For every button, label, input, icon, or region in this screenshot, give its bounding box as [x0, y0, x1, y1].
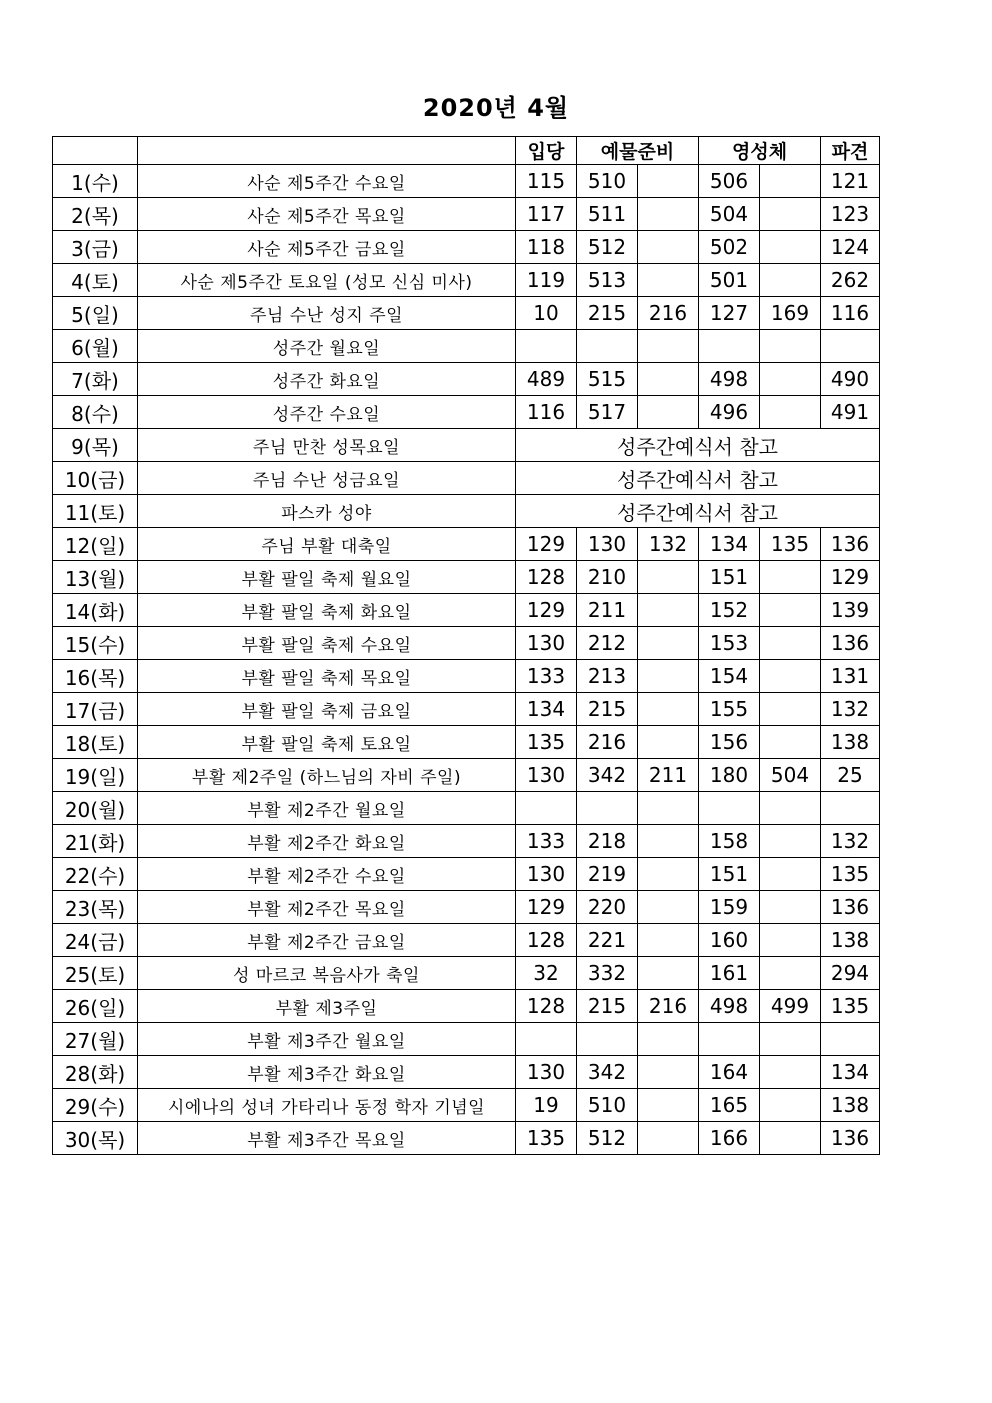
row-offertory-1: 342: [577, 1056, 638, 1089]
row-communion-1: [699, 330, 760, 363]
row-communion-2: [760, 924, 821, 957]
row-dismissal: [821, 792, 880, 825]
table-row: [53, 1122, 880, 1155]
row-entrance: [516, 1023, 577, 1056]
row-description: 부활 제3주간 목요일: [138, 1122, 516, 1155]
row-offertory-2: [638, 858, 699, 891]
row-date: 12(일): [53, 528, 138, 561]
row-offertory-2: [638, 1122, 699, 1155]
row-dismissal: 138: [821, 924, 880, 957]
row-date: 29(수): [53, 1089, 138, 1122]
row-offertory-2: [638, 165, 699, 198]
row-description: 부활 제2주간 월요일: [138, 792, 516, 825]
row-communion-1: 156: [699, 726, 760, 759]
row-entrance: [516, 330, 577, 363]
row-entrance: 128: [516, 990, 577, 1023]
row-note: 성주간예식서 참고: [516, 462, 880, 495]
row-description: 부활 제3주간 월요일: [138, 1023, 516, 1056]
row-date: 15(수): [53, 627, 138, 660]
row-description: 부활 팔일 축제 목요일: [138, 660, 516, 693]
row-description: 주님 부활 대축일: [138, 528, 516, 561]
row-communion-2: [760, 363, 821, 396]
row-offertory-2: [638, 1023, 699, 1056]
row-entrance: 117: [516, 198, 577, 231]
row-offertory-2: [638, 561, 699, 594]
row-note: 성주간예식서 참고: [516, 429, 880, 462]
header-date: [53, 137, 138, 165]
row-description: 부활 팔일 축제 금요일: [138, 693, 516, 726]
row-offertory-1: 130: [577, 528, 638, 561]
row-description: 사순 제5주간 수요일: [138, 165, 516, 198]
row-entrance: 130: [516, 1056, 577, 1089]
row-description: 부활 제2주일 (하느님의 자비 주일): [138, 759, 516, 792]
row-communion-2: [760, 957, 821, 990]
row-communion-1: 151: [699, 561, 760, 594]
row-offertory-1: 510: [577, 165, 638, 198]
row-communion-2: [760, 693, 821, 726]
row-description: 부활 제2주간 화요일: [138, 825, 516, 858]
row-communion-1: 502: [699, 231, 760, 264]
row-offertory-2: [638, 693, 699, 726]
row-communion-2: [760, 231, 821, 264]
row-date: 13(월): [53, 561, 138, 594]
row-date: 21(화): [53, 825, 138, 858]
row-offertory-2: [638, 363, 699, 396]
row-entrance: 128: [516, 561, 577, 594]
row-dismissal: 136: [821, 528, 880, 561]
row-date: 16(목): [53, 660, 138, 693]
row-entrance: 128: [516, 924, 577, 957]
row-offertory-1: 215: [577, 990, 638, 1023]
row-description: 성주간 화요일: [138, 363, 516, 396]
row-date: 4(토): [53, 264, 138, 297]
table-row: [53, 1023, 880, 1056]
row-date: 28(화): [53, 1056, 138, 1089]
row-entrance: 19: [516, 1089, 577, 1122]
row-offertory-2: [638, 627, 699, 660]
row-communion-2: 499: [760, 990, 821, 1023]
row-entrance: 135: [516, 726, 577, 759]
row-offertory-1: 215: [577, 297, 638, 330]
header-offertory: 예물준비: [577, 137, 699, 165]
row-communion-1: 496: [699, 396, 760, 429]
row-entrance: 115: [516, 165, 577, 198]
row-offertory-1: 513: [577, 264, 638, 297]
table-row: [53, 231, 880, 264]
row-entrance: 129: [516, 594, 577, 627]
row-date: 7(화): [53, 363, 138, 396]
row-communion-1: [699, 1023, 760, 1056]
row-communion-2: [760, 198, 821, 231]
row-entrance: 130: [516, 759, 577, 792]
row-offertory-1: 218: [577, 825, 638, 858]
row-date: 6(월): [53, 330, 138, 363]
row-date: 11(토): [53, 495, 138, 528]
row-communion-1: 154: [699, 660, 760, 693]
row-communion-2: 504: [760, 759, 821, 792]
row-communion-1: 501: [699, 264, 760, 297]
row-offertory-2: [638, 264, 699, 297]
row-entrance: 32: [516, 957, 577, 990]
row-dismissal: 490: [821, 363, 880, 396]
row-communion-2: [760, 1089, 821, 1122]
row-description: 사순 제5주간 금요일: [138, 231, 516, 264]
row-offertory-1: [577, 1023, 638, 1056]
table-row: [53, 594, 880, 627]
table-row: [53, 462, 880, 495]
row-offertory-2: [638, 594, 699, 627]
row-dismissal: 123: [821, 198, 880, 231]
table-row: [53, 429, 880, 462]
row-date: 17(금): [53, 693, 138, 726]
row-offertory-1: 216: [577, 726, 638, 759]
table-row: [53, 792, 880, 825]
row-offertory-2: [638, 396, 699, 429]
table-row: [53, 561, 880, 594]
row-offertory-2: [638, 198, 699, 231]
row-date: 20(월): [53, 792, 138, 825]
row-communion-1: 164: [699, 1056, 760, 1089]
row-dismissal: 25: [821, 759, 880, 792]
table-row: [53, 363, 880, 396]
row-communion-2: [760, 1023, 821, 1056]
row-description: 주님 수난 성지 주일: [138, 297, 516, 330]
table-row: [53, 627, 880, 660]
table-row: [53, 759, 880, 792]
row-offertory-1: 215: [577, 693, 638, 726]
page-title: 2020년 4월: [422, 94, 570, 122]
row-offertory-2: [638, 231, 699, 264]
row-dismissal: 129: [821, 561, 880, 594]
row-date: 2(목): [53, 198, 138, 231]
row-description: 사순 제5주간 목요일: [138, 198, 516, 231]
row-description: 부활 팔일 축제 수요일: [138, 627, 516, 660]
table-row: [53, 825, 880, 858]
row-dismissal: 124: [821, 231, 880, 264]
row-offertory-1: [577, 792, 638, 825]
row-communion-2: 135: [760, 528, 821, 561]
row-date: 24(금): [53, 924, 138, 957]
row-date: 19(일): [53, 759, 138, 792]
header-description: [138, 137, 516, 165]
row-dismissal: [821, 1023, 880, 1056]
row-offertory-1: 512: [577, 231, 638, 264]
row-communion-2: [760, 1056, 821, 1089]
row-communion-2: [760, 264, 821, 297]
row-description: 파스카 성야: [138, 495, 516, 528]
row-dismissal: 135: [821, 990, 880, 1023]
row-date: 8(수): [53, 396, 138, 429]
row-communion-2: [760, 396, 821, 429]
row-communion-2: [760, 726, 821, 759]
row-offertory-2: [638, 1056, 699, 1089]
row-date: 14(화): [53, 594, 138, 627]
row-description: 부활 팔일 축제 토요일: [138, 726, 516, 759]
row-date: 26(일): [53, 990, 138, 1023]
row-dismissal: 136: [821, 1122, 880, 1155]
row-offertory-2: [638, 924, 699, 957]
row-offertory-2: [638, 825, 699, 858]
table-row: [53, 264, 880, 297]
row-dismissal: 121: [821, 165, 880, 198]
table-body: [53, 165, 880, 1155]
row-dismissal: 136: [821, 627, 880, 660]
row-dismissal: 116: [821, 297, 880, 330]
row-communion-2: [760, 594, 821, 627]
row-communion-1: 498: [699, 990, 760, 1023]
row-dismissal: 132: [821, 825, 880, 858]
row-offertory-1: 221: [577, 924, 638, 957]
table-row: [53, 1056, 880, 1089]
row-communion-1: 166: [699, 1122, 760, 1155]
row-offertory-2: [638, 792, 699, 825]
row-dismissal: [821, 330, 880, 363]
row-communion-2: [760, 660, 821, 693]
row-offertory-2: [638, 891, 699, 924]
row-dismissal: 136: [821, 891, 880, 924]
row-date: 3(금): [53, 231, 138, 264]
table-header-row: [53, 137, 880, 165]
row-date: 22(수): [53, 858, 138, 891]
row-offertory-2: [638, 1089, 699, 1122]
row-offertory-1: 515: [577, 363, 638, 396]
row-description: 성 마르코 복음사가 축일: [138, 957, 516, 990]
row-communion-2: 169: [760, 297, 821, 330]
row-offertory-1: 220: [577, 891, 638, 924]
table-row: [53, 891, 880, 924]
row-communion-1: 506: [699, 165, 760, 198]
row-dismissal: 138: [821, 726, 880, 759]
row-description: 부활 팔일 축제 화요일: [138, 594, 516, 627]
row-date: 30(목): [53, 1122, 138, 1155]
row-dismissal: 135: [821, 858, 880, 891]
row-communion-1: 180: [699, 759, 760, 792]
row-offertory-1: 512: [577, 1122, 638, 1155]
table-row: [53, 693, 880, 726]
row-offertory-2: 211: [638, 759, 699, 792]
row-entrance: 134: [516, 693, 577, 726]
row-communion-1: 152: [699, 594, 760, 627]
row-communion-1: 498: [699, 363, 760, 396]
row-date: 10(금): [53, 462, 138, 495]
row-communion-1: 151: [699, 858, 760, 891]
row-communion-1: 158: [699, 825, 760, 858]
row-description: 주님 수난 성금요일: [138, 462, 516, 495]
table-row: [53, 495, 880, 528]
row-offertory-1: 342: [577, 759, 638, 792]
row-date: 5(일): [53, 297, 138, 330]
header-entrance: 입당: [516, 137, 577, 165]
row-communion-2: [760, 891, 821, 924]
table-row: [53, 1089, 880, 1122]
row-communion-2: [760, 1122, 821, 1155]
row-communion-1: 134: [699, 528, 760, 561]
row-dismissal: 132: [821, 693, 880, 726]
row-communion-2: [760, 561, 821, 594]
table-row: [53, 396, 880, 429]
row-description: 성주간 수요일: [138, 396, 516, 429]
row-communion-2: [760, 825, 821, 858]
row-description: 부활 제3주일: [138, 990, 516, 1023]
row-description: 시에나의 성녀 가타리나 동정 학자 기념일: [138, 1089, 516, 1122]
row-entrance: 129: [516, 528, 577, 561]
row-offertory-1: 213: [577, 660, 638, 693]
row-date: 23(목): [53, 891, 138, 924]
table-row: [53, 660, 880, 693]
row-offertory-1: 511: [577, 198, 638, 231]
row-dismissal: 491: [821, 396, 880, 429]
row-offertory-1: 212: [577, 627, 638, 660]
table-row: [53, 957, 880, 990]
row-entrance: 10: [516, 297, 577, 330]
row-offertory-2: 216: [638, 990, 699, 1023]
row-communion-1: 155: [699, 693, 760, 726]
row-dismissal: 131: [821, 660, 880, 693]
row-offertory-1: [577, 330, 638, 363]
row-communion-1: 165: [699, 1089, 760, 1122]
row-description: 부활 제3주간 화요일: [138, 1056, 516, 1089]
table-row: [53, 297, 880, 330]
row-communion-1: [699, 792, 760, 825]
row-description: 사순 제5주간 토요일 (성모 신심 미사): [138, 264, 516, 297]
row-entrance: 119: [516, 264, 577, 297]
row-dismissal: 134: [821, 1056, 880, 1089]
row-entrance: 489: [516, 363, 577, 396]
row-communion-1: 127: [699, 297, 760, 330]
row-description: 주님 만찬 성목요일: [138, 429, 516, 462]
row-entrance: 118: [516, 231, 577, 264]
row-date: 1(수): [53, 165, 138, 198]
row-description: 성주간 월요일: [138, 330, 516, 363]
row-communion-2: [760, 858, 821, 891]
row-offertory-2: 132: [638, 528, 699, 561]
row-date: 27(월): [53, 1023, 138, 1056]
row-offertory-2: [638, 726, 699, 759]
table-row: [53, 198, 880, 231]
row-entrance: 133: [516, 660, 577, 693]
row-offertory-1: 219: [577, 858, 638, 891]
row-offertory-1: 210: [577, 561, 638, 594]
row-date: 25(토): [53, 957, 138, 990]
row-description: 부활 팔일 축제 월요일: [138, 561, 516, 594]
header-communion: 영성체: [699, 137, 821, 165]
row-communion-1: 161: [699, 957, 760, 990]
row-offertory-2: [638, 330, 699, 363]
row-communion-2: [760, 792, 821, 825]
row-entrance: 135: [516, 1122, 577, 1155]
row-entrance: 116: [516, 396, 577, 429]
row-note: 성주간예식서 참고: [516, 495, 880, 528]
table-row: [53, 726, 880, 759]
row-description: 부활 제2주간 수요일: [138, 858, 516, 891]
hymn-schedule-table: [52, 136, 880, 1155]
table-row: [53, 858, 880, 891]
table-row: [53, 330, 880, 363]
row-date: 18(토): [53, 726, 138, 759]
row-communion-2: [760, 627, 821, 660]
row-communion-1: 153: [699, 627, 760, 660]
row-communion-1: 160: [699, 924, 760, 957]
row-description: 부활 제2주간 금요일: [138, 924, 516, 957]
row-entrance: 130: [516, 627, 577, 660]
table-row: [53, 990, 880, 1023]
row-entrance: 129: [516, 891, 577, 924]
table-row: [53, 924, 880, 957]
row-description: 부활 제2주간 목요일: [138, 891, 516, 924]
row-communion-2: [760, 330, 821, 363]
row-entrance: [516, 792, 577, 825]
row-offertory-1: 510: [577, 1089, 638, 1122]
row-communion-1: 159: [699, 891, 760, 924]
row-offertory-1: 517: [577, 396, 638, 429]
row-offertory-2: 216: [638, 297, 699, 330]
table-row: [53, 528, 880, 561]
row-entrance: 133: [516, 825, 577, 858]
row-dismissal: 294: [821, 957, 880, 990]
row-offertory-1: 211: [577, 594, 638, 627]
row-communion-2: [760, 165, 821, 198]
row-offertory-1: 332: [577, 957, 638, 990]
row-offertory-2: [638, 660, 699, 693]
row-dismissal: 262: [821, 264, 880, 297]
row-communion-1: 504: [699, 198, 760, 231]
row-dismissal: 139: [821, 594, 880, 627]
row-date: 9(목): [53, 429, 138, 462]
table-row: [53, 165, 880, 198]
row-offertory-2: [638, 957, 699, 990]
header-dismissal: 파견: [821, 137, 880, 165]
row-dismissal: 138: [821, 1089, 880, 1122]
row-entrance: 130: [516, 858, 577, 891]
